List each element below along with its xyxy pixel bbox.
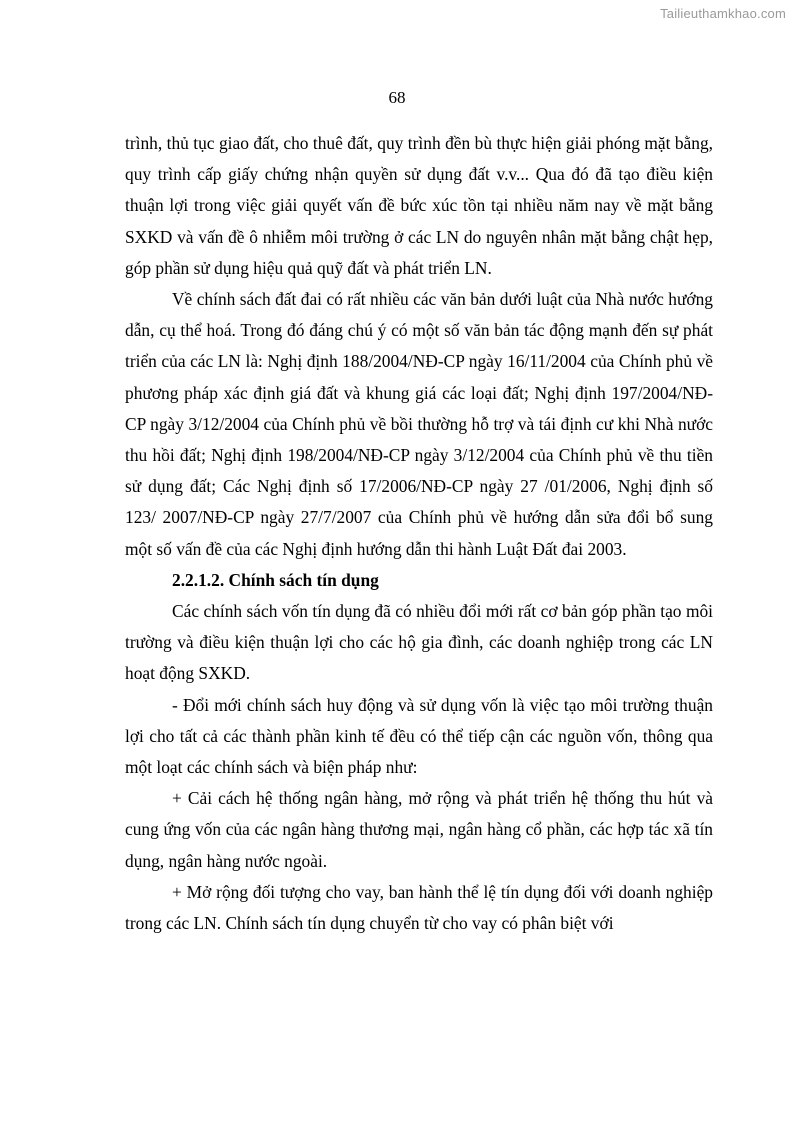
watermark: Tailieuthamkhao.com bbox=[660, 6, 786, 21]
paragraph-lending-expansion: + Mở rộng đối tượng cho vay, ban hành thể lệ tín dụng đối với doanh nghiệp trong các LN. Chính sách tín dụng chuyển từ cho vay có phân biệt với bbox=[125, 881, 713, 934]
paragraph-banking-reform: + Cải cách hệ thống ngân hàng, mở rộng và phát triển hệ thống thu hút và cung ứng vốn của các ngân hàng thương mại, ngân hàng cổ phần, các hợp tác xã tín dụng, ngân hàng nước ngoài. bbox=[125, 788, 713, 871]
page-number: 68 bbox=[388, 88, 406, 107]
paragraph-continuation: trình, thủ tục giao đất, cho thuê đất, quy trình đền bù thực hiện giải phóng mặt bằng, quy trình cấp giấy chứng nhận quyền sử dụng đất v.v... Qua đó đã tạo điều kiện thuận lợi trong việc giải quyết vấn đề bức xúc tồn tại nhiều năm nay về mặt bằng SXKD và vấn đề ô nhiễm môi trường ở các LN do nguyên nhân mặt bằng chật hẹp, góp phần sử dụng hiệu quả quỹ đất và phát triển LN. bbox=[125, 133, 713, 278]
section-heading-credit-policy: 2.2.1.2. Chính sách tín dụng bbox=[172, 569, 379, 590]
paragraph-capital-mobilization: - Đổi mới chính sách huy động và sử dụng vốn là việc tạo môi trường thuận lợi cho tất cả các thành phần kinh tế đều có thể tiếp cận các nguồn vốn, thông qua một loạt các chính sách và biện pháp như: bbox=[125, 694, 713, 778]
paragraph-credit-intro: Các chính sách vốn tín dụng đã có nhiều đổi mới rất cơ bản góp phần tạo môi trường và điều kiện thuận lợi cho các hộ gia đình, các doanh nghiệp trong các LN hoạt động SXKD. bbox=[125, 601, 713, 684]
paragraph-land-policy: Về chính sách đất đai có rất nhiều các văn bản dưới luật của Nhà nước hướng dẫn, cụ thể hoá. Trong đó đáng chú ý có một số văn bản tác động mạnh đến sự phát triển của các LN là: Nghị định 188/2004/NĐ-CP ngày 16/11/2004 của Chính phủ về phương pháp xác định giá đất và khung giá các loại đất; Nghị định 197/2004/NĐ-CP ngày 3/12/2004 của Chính phủ về bồi thường hỗ trợ và tái định cư khi Nhà nước thu hồi đất; Nghị định 198/2004/NĐ-CP ngày 3/12/2004 của Chính phủ về thu tiền sử dụng đất; Các Nghị định số 17/2006/NĐ-CP ngày 27 /01/2006, Nghị định số 123/ 2007/NĐ-CP ngày 27/7/2007 của Chính phủ về hướng dẫn sửa đổi bổ sung một số vấn đề của các Nghị định hướng dẫn thi hành Luật Đất đai 2003. bbox=[125, 289, 713, 559]
document-body bbox=[125, 128, 713, 939]
